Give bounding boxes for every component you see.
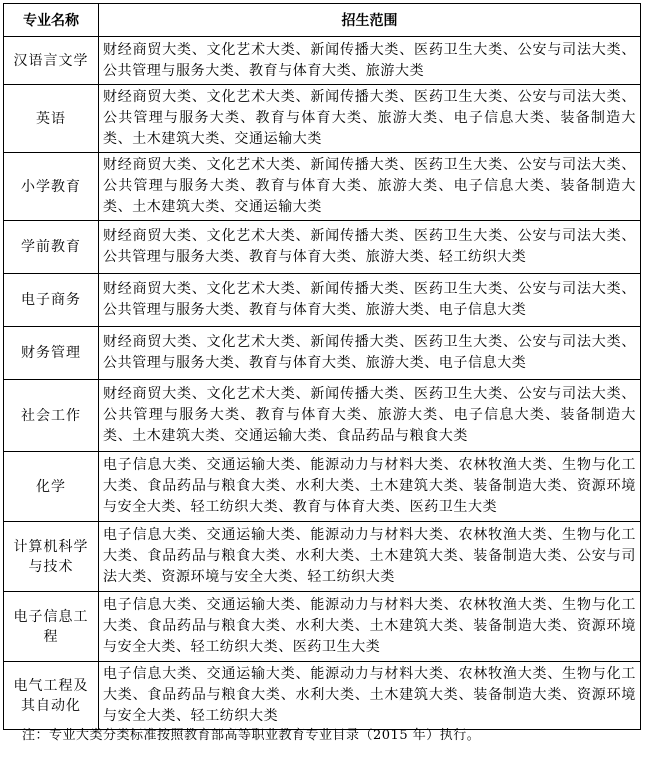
major-name-cell: 电气工程及其自动化 — [4, 662, 99, 730]
table-row — [4, 327, 641, 380]
major-name-cell: 社会工作 — [4, 380, 99, 452]
enrollment-scope-cell: 电子信息大类、交通运输大类、能源动力与材料大类、农林牧渔大类、生物与化工大类、食品药品与粮食大类、水利大类、土木建筑大类、装备制造大类、资源环境与安全大类、轻工纺织大类、教育与体育大类、医药卫生大类 — [99, 452, 641, 522]
major-name-cell: 小学教育 — [4, 153, 99, 221]
table-row — [4, 452, 641, 522]
enrollment-scope-document — [3, 3, 641, 730]
column-header-major: 专业名称 — [4, 4, 99, 37]
column-header-scope: 招生范围 — [99, 4, 641, 37]
enrollment-scope-cell: 财经商贸大类、文化艺术大类、新闻传播大类、医药卫生大类、公安与司法大类、公共管理与服务大类、教育与体育大类、旅游大类 — [99, 37, 641, 85]
major-name-cell: 汉语言文学 — [4, 37, 99, 85]
major-name-cell: 电子商务 — [4, 274, 99, 327]
table-row — [4, 37, 641, 85]
table-row — [4, 522, 641, 592]
enrollment-scope-cell: 电子信息大类、交通运输大类、能源动力与材料大类、农林牧渔大类、生物与化工大类、食品药品与粮食大类、水利大类、土木建筑大类、装备制造大类、公安与司法大类、资源环境与安全大类、轻工纺织大类 — [99, 522, 641, 592]
table-row — [4, 592, 641, 662]
table-row — [4, 85, 641, 153]
enrollment-scope-cell: 财经商贸大类、文化艺术大类、新闻传播大类、医药卫生大类、公安与司法大类、公共管理与服务大类、教育与体育大类、旅游大类、轻工纺织大类 — [99, 221, 641, 274]
major-name-cell: 学前教育 — [4, 221, 99, 274]
enrollment-scope-cell: 电子信息大类、交通运输大类、能源动力与材料大类、农林牧渔大类、生物与化工大类、食品药品与粮食大类、水利大类、土木建筑大类、装备制造大类、资源环境与安全大类、轻工纺织大类、医药卫生大类 — [99, 592, 641, 662]
enrollment-scope-cell: 财经商贸大类、文化艺术大类、新闻传播大类、医药卫生大类、公安与司法大类、公共管理与服务大类、教育与体育大类、旅游大类、电子信息大类 — [99, 274, 641, 327]
enrollment-scope-cell: 财经商贸大类、文化艺术大类、新闻传播大类、医药卫生大类、公安与司法大类、公共管理与服务大类、教育与体育大类、旅游大类、电子信息大类、装备制造大类、土木建筑大类、交通运输大类 — [99, 153, 641, 221]
table-row — [4, 153, 641, 221]
classification-note: 注：专业大类分类标准按照教育部高等职业教育专业目录（2015 年）执行。 — [22, 728, 481, 743]
major-name-cell: 英语 — [4, 85, 99, 153]
table-row — [4, 662, 641, 730]
major-name-cell: 电子信息工程 — [4, 592, 99, 662]
enrollment-scope-cell: 电子信息大类、交通运输大类、能源动力与材料大类、农林牧渔大类、生物与化工大类、食品药品与粮食大类、水利大类、土木建筑大类、装备制造大类、资源环境与安全大类、轻工纺织大类 — [99, 662, 641, 730]
major-name-cell: 财务管理 — [4, 327, 99, 380]
enrollment-scope-table — [3, 3, 641, 730]
table-header-row — [4, 4, 641, 37]
major-name-cell: 计算机科学与技术 — [4, 522, 99, 592]
table-row — [4, 274, 641, 327]
table-row — [4, 221, 641, 274]
table-row — [4, 380, 641, 452]
major-name-cell: 化学 — [4, 452, 99, 522]
enrollment-scope-cell: 财经商贸大类、文化艺术大类、新闻传播大类、医药卫生大类、公安与司法大类、公共管理与服务大类、教育与体育大类、旅游大类、电子信息大类 — [99, 327, 641, 380]
enrollment-scope-cell: 财经商贸大类、文化艺术大类、新闻传播大类、医药卫生大类、公安与司法大类、公共管理与服务大类、教育与体育大类、旅游大类、电子信息大类、装备制造大类、土木建筑大类、交通运输大类、食品药品与粮食大类 — [99, 380, 641, 452]
enrollment-scope-cell: 财经商贸大类、文化艺术大类、新闻传播大类、医药卫生大类、公安与司法大类、公共管理与服务大类、教育与体育大类、旅游大类、电子信息大类、装备制造大类、土木建筑大类、交通运输大类 — [99, 85, 641, 153]
